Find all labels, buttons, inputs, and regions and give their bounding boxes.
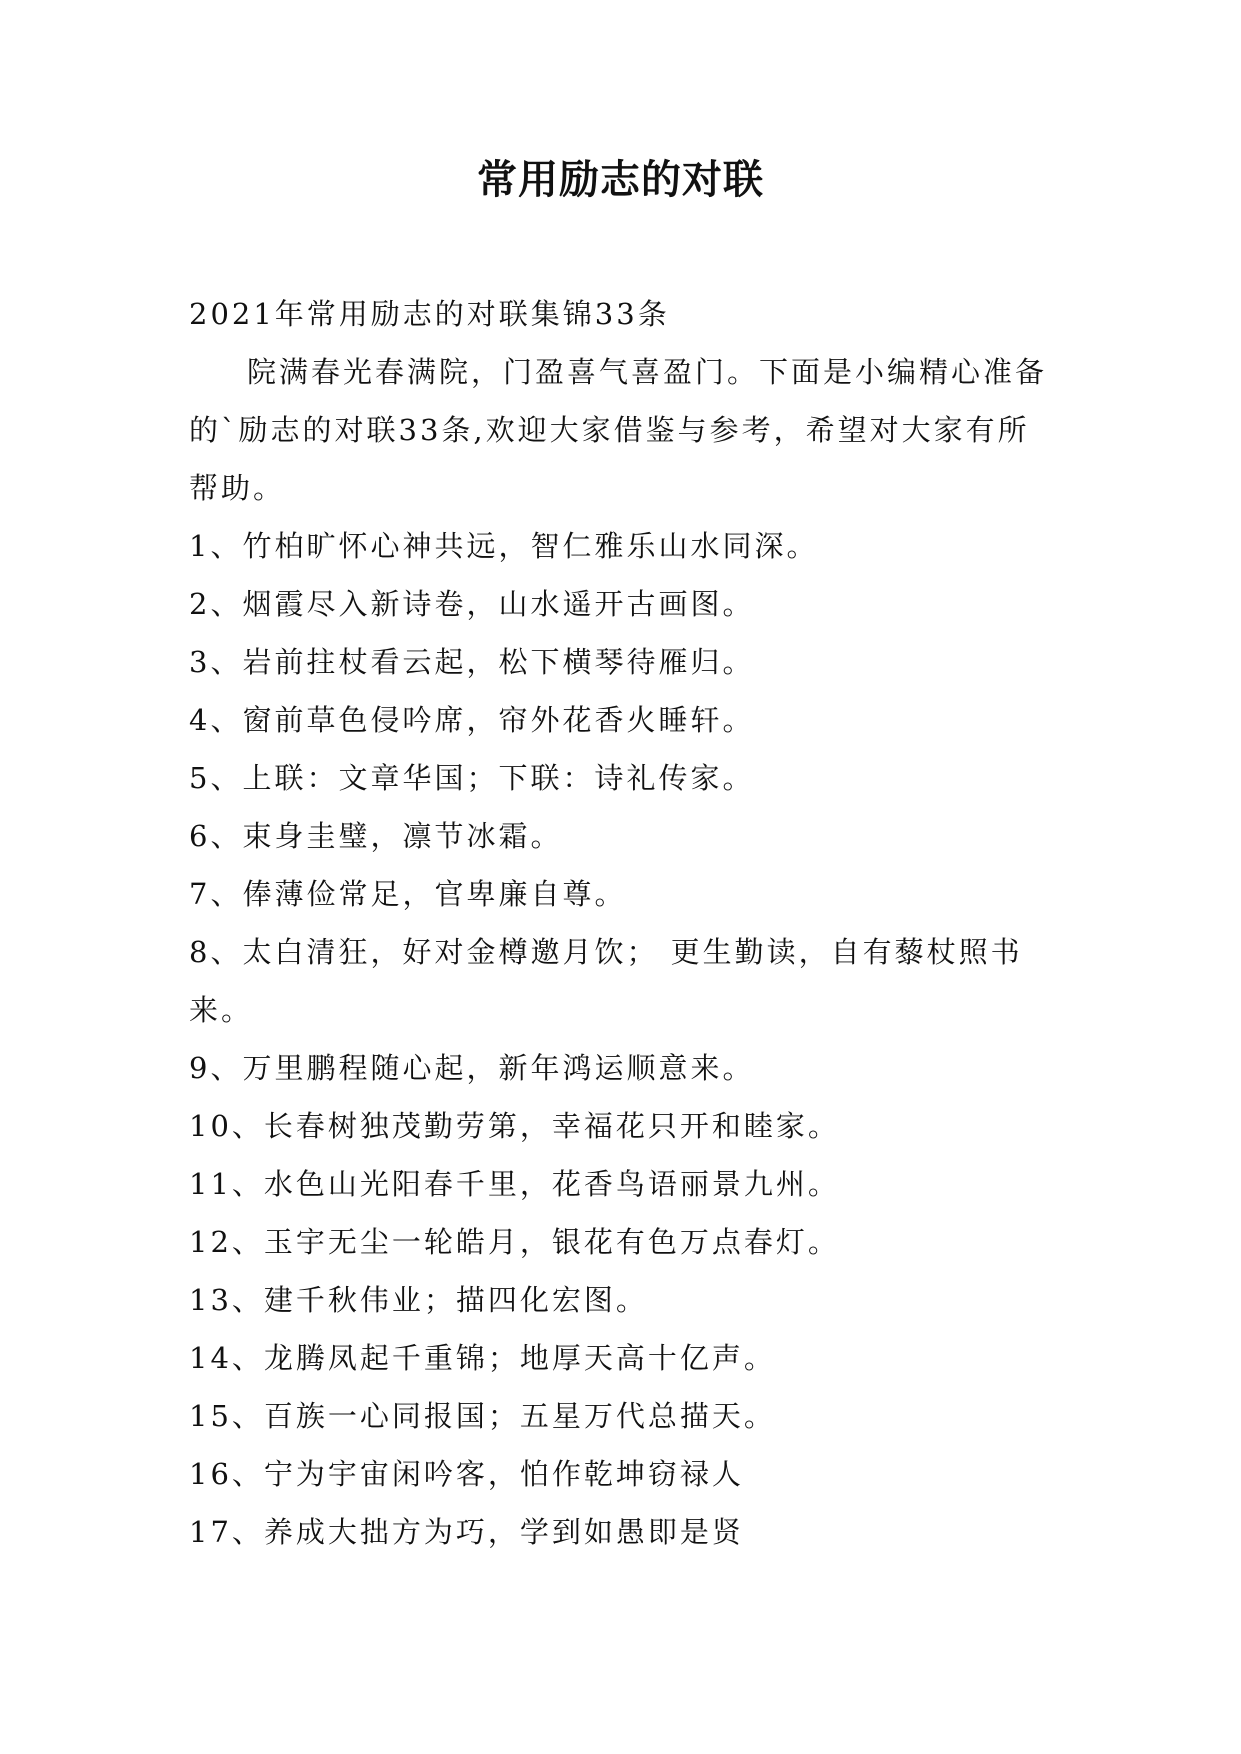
couplet-item: 9、万里鹏程随心起，新年鸿运顺意来。 [189,1051,755,1085]
couplet-item: 2、烟霞尽入新诗卷，山水遥开古画图。 [189,587,755,621]
couplet-item: 12、玉宇无尘一轮皓月，银花有色万点春灯。 [189,1225,840,1259]
couplet-item: 14、龙腾凤起千重锦；地厚天高十亿声。 [189,1341,776,1375]
couplet-item: 6、束身圭璧，凛节冰霜。 [189,819,563,853]
couplet-item: 15、百族一心同报国；五星万代总描天。 [189,1399,776,1433]
couplet-item: 11、水色山光阳春千里，花香鸟语丽景九州。 [189,1167,840,1201]
intro-paragraph: 院满春光春满院，门盈喜气喜盈门。下面是小编精心准备的`励志的对联33条,欢迎大家借鉴与参考，希望对大家有所帮助。 [189,355,1048,505]
document-title: 常用励志的对联 [477,156,764,203]
couplet-item: 1、竹柏旷怀心神共远，智仁雅乐山水同深。 [189,529,819,563]
couplet-item: 17、养成大拙方为巧，学到如愚即是贤 [189,1515,744,1549]
document-subtitle: 2021年常用励志的对联集锦33条 [189,297,670,331]
couplet-item: 10、长春树独茂勤劳第，幸福花只开和睦家。 [189,1109,840,1143]
couplet-item: 3、岩前拄杖看云起，松下横琴待雁归。 [189,645,755,679]
couplet-item: 8、太白清狂，好对金樽邀月饮； 更生勤读，自有藜杖照书来。 [189,935,1023,1027]
document-body [189,285,1057,1561]
couplet-item: 7、俸薄俭常足，官卑廉自尊。 [189,877,627,911]
couplet-item: 5、上联：文章华国；下联：诗礼传家。 [189,761,755,795]
couplet-item: 13、建千秋伟业；描四化宏图。 [189,1283,648,1317]
couplet-item: 4、窗前草色侵吟席，帘外花香火睡轩。 [189,703,755,737]
couplet-item: 16、宁为宇宙闲吟客，怕作乾坤窃禄人 [189,1457,744,1491]
